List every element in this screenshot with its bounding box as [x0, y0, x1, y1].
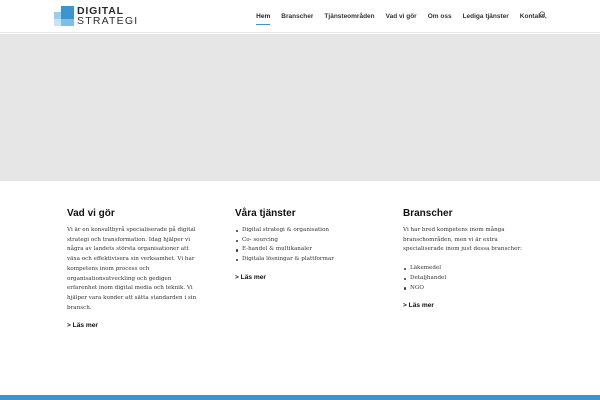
column-title: Våra tjänster — [235, 208, 296, 219]
nav-item-tjansteomraden[interactable]: Tjänsteområden — [324, 13, 375, 20]
list-item: Digital strategi & organisation — [235, 226, 365, 236]
nav-item-branscher[interactable]: Branscher — [281, 13, 314, 20]
list-item: Läkemedel — [403, 264, 533, 274]
main-nav — [245, 0, 544, 33]
list-item: Digitala lösningar & plattformar — [235, 255, 365, 265]
logo-line-2: STRATEGI — [77, 15, 139, 27]
list-item: Detaljhandel — [403, 274, 533, 284]
column-branscher — [403, 208, 533, 309]
logo[interactable] — [54, 6, 138, 26]
site-header — [0, 0, 600, 33]
read-more-link[interactable]: > Läs mer — [403, 302, 434, 310]
nav-item-kontakt[interactable]: Kontakt — [519, 13, 544, 20]
industries-list — [403, 264, 533, 293]
column-vara-tjanster — [235, 208, 365, 281]
footer-accent-bar — [0, 395, 600, 400]
nav-item-vad-vi-gor[interactable]: Vad vi gör — [385, 13, 417, 20]
column-vad-vi-gor — [67, 208, 197, 329]
logo-text — [77, 6, 138, 26]
list-item: E-handel & multikanaler — [235, 245, 365, 255]
column-title: Vad vi gör — [67, 208, 115, 219]
read-more-link[interactable]: > Läs mer — [235, 273, 266, 281]
column-text: Vi har bred kompetens inom många branschområden, men vi är extra specialiserade inom just dessa branscher: — [403, 227, 522, 253]
nav-item-hem[interactable]: Hem — [256, 13, 271, 20]
read-more-link[interactable]: > Läs mer — [67, 322, 98, 330]
column-title: Branscher — [403, 208, 453, 219]
hero-banner — [0, 34, 600, 181]
search-icon[interactable] — [539, 11, 547, 19]
nav-item-om-oss[interactable]: Om oss — [427, 13, 452, 20]
column-text: Vi är en konsultbyrå specialiserade på digital strategi och transformation. Idag hjälper vi några av landets största organisationer att växa och effektivisera sin verksamhet. Vi har kompetens inom process och organisationsutveckling och gedigen erfarenhet inom digital media och teknik. Vi hjälper vara kunder att sätta standarden i sin bransch. — [67, 227, 197, 311]
list-item: Co- sourcing — [235, 236, 365, 246]
logo-line-1: DIGITAL — [77, 5, 124, 17]
list-item: NGO — [403, 284, 533, 294]
services-list — [235, 226, 365, 265]
nav-item-lediga-tjanster[interactable]: Lediga tjänster — [462, 13, 509, 20]
logo-icon — [54, 6, 74, 26]
